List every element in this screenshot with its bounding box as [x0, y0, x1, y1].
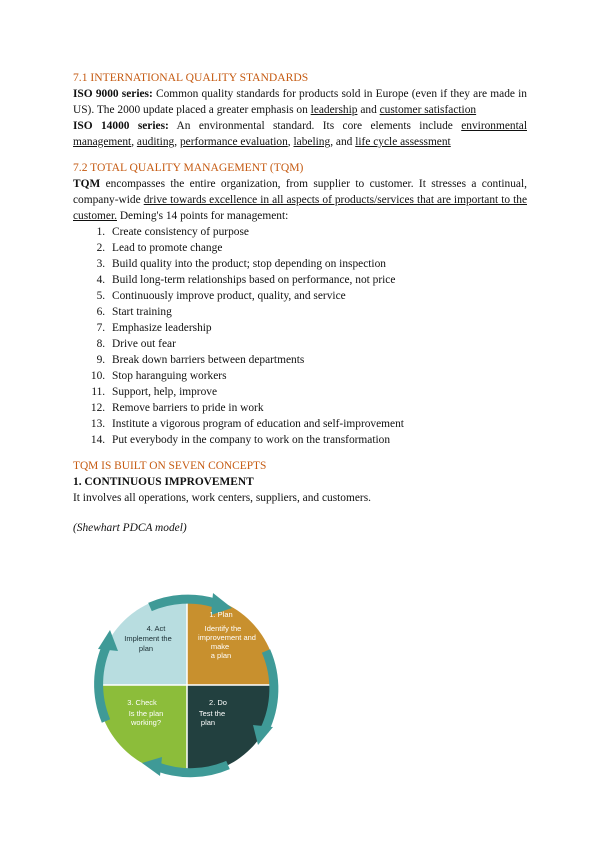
iso14000-label: ISO 14000 series:: [73, 120, 169, 132]
iso14000-term-performance-evaluation: performance evaluation: [179, 136, 288, 148]
iso14000-term-auditing: auditing: [136, 136, 175, 148]
iso9000-label: ISO 9000 series:: [73, 88, 153, 100]
iso14000-term-environmental-management: environmental management: [73, 120, 527, 148]
separator: ,: [131, 136, 137, 148]
list-item: 14. Put everybody in the company to work on the transformation: [108, 432, 527, 448]
act-text-line: Implement the: [124, 634, 172, 643]
separator: ,: [287, 136, 294, 148]
list-item: 13. Institute a vigorous program of education and self-improvement: [108, 416, 527, 432]
list-item: 6. Start training: [108, 304, 527, 320]
do-text-line: plan: [200, 718, 216, 727]
iso14000-term-life-cycle-assessment: life cycle assessment: [355, 136, 451, 148]
tqm-text: encompasses the entire organization, from supplier to customer. It stresses a continual, company-wide: [73, 178, 527, 206]
list-item: 9. Break down barriers between departments: [108, 352, 527, 368]
check-text-line: working?: [130, 718, 162, 727]
list-item: 8. Drive out fear: [108, 336, 527, 352]
pdca-quadrants: [97, 595, 277, 775]
deming-points-list: [73, 224, 527, 448]
iso14000-term-labeling: labeling: [293, 136, 331, 148]
plan-text-line: improvement and: [198, 633, 256, 642]
separator: ,: [174, 136, 180, 148]
iso9000-text: Common quality standards for products sold in Europe (even if they are made in US). The 2000 update placed a greater emphasis on: [73, 88, 527, 116]
continuous-improvement-text: It involves all operations, work centers, suppliers, and customers.: [73, 492, 371, 504]
list-item: 10. Stop haranguing workers: [108, 368, 527, 384]
concepts-heading: TQM IS BUILT ON SEVEN CONCEPTS: [73, 460, 267, 472]
list-item: 2. Lead to promote change: [108, 240, 527, 256]
plan-title: 1. Plan: [209, 610, 233, 619]
iso9000-paragraph: [73, 86, 527, 118]
list-item: 7. Emphasize leadership: [108, 320, 527, 336]
continuous-improvement-heading: 1. CONTINUOUS IMPROVEMENT: [73, 476, 254, 488]
iso-section-heading: 7.1 INTERNATIONAL QUALITY STANDARDS: [73, 71, 309, 84]
check-title: 3. Check: [127, 698, 157, 707]
check-text-line: Is the plan: [128, 709, 164, 718]
tqm-text-deming: Deming's 14 points for management:: [116, 210, 289, 222]
act-title: 4. Act: [146, 624, 166, 633]
do-text-line: Test the: [198, 709, 226, 718]
plan-text-line: make: [210, 642, 230, 651]
list-item: 3. Build quality into the product; stop depending on inspection: [108, 256, 527, 272]
iso9000-joiner: and: [357, 104, 380, 116]
tqm-term-drive-towards-excellence: drive towards excellence in all aspects of products/services that are important to the customer.: [73, 194, 527, 222]
iso9000-term-leadership: leadership: [310, 104, 358, 116]
do-title: 2. Do: [209, 698, 227, 707]
list-item: 1. Create consistency of purpose: [108, 224, 527, 240]
list-item: 12. Remove barriers to pride in work: [108, 400, 527, 416]
tqm-section-heading: 7.2 TOTAL QUALITY MANAGEMENT (TQM): [73, 161, 304, 174]
list-item: 11. Support, help, improve: [108, 384, 527, 400]
tqm-label: TQM: [73, 178, 101, 190]
iso14000-text: An environmental standard. Its core elements include: [168, 120, 462, 132]
iso14000-paragraph: [73, 118, 527, 150]
document-page: [73, 70, 527, 536]
separator: , and: [330, 136, 356, 148]
pdca-caption: (Shewhart PDCA model): [73, 522, 187, 534]
plan-text-line: a plan: [210, 651, 232, 660]
act-text-line: plan: [138, 644, 154, 653]
list-item: 4. Build long-term relationships based on performance, not price: [108, 272, 527, 288]
plan-text-line: Identify the: [204, 624, 242, 633]
iso9000-term-customer-satisfaction: customer satisfaction: [379, 104, 477, 116]
tqm-paragraph: [73, 176, 527, 224]
list-item: 5. Continuously improve product, quality, and service: [108, 288, 527, 304]
pdca-cycle-diagram: [80, 585, 295, 785]
